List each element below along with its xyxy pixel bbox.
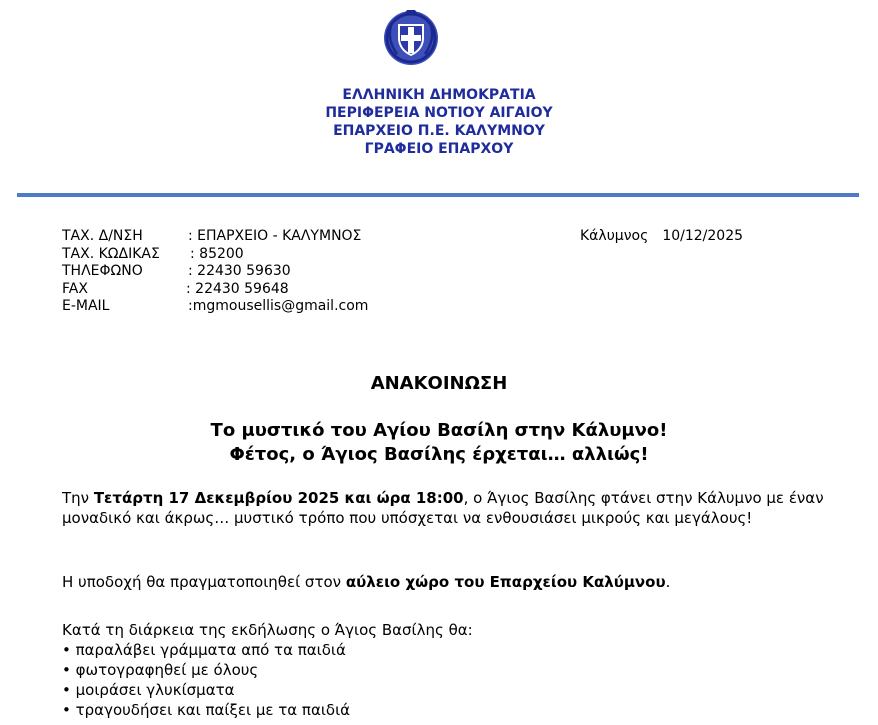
contact-label: ΤΑΧ. ΚΩΔΙΚΑΣ xyxy=(62,245,160,262)
header-line-4: ΓΡΑΦΕΙΟ ΕΠΑΡΧΟΥ xyxy=(364,141,514,157)
paragraph-venue xyxy=(62,572,842,592)
list-item: • παραλάβει γράμματα από τα παιδιά xyxy=(62,640,842,660)
text: , ο Άγιος Βασίλης φτάνει στην Κάλυμνο με έναν μοναδικό και άκρως… μυστικό τρόπο που υπόσχεται να ενθουσιάσει μικρούς και μεγάλους! xyxy=(62,489,824,527)
activities-list xyxy=(62,640,842,720)
contact-value: : 85200 xyxy=(190,245,244,262)
contact-email: :mgmousellis@gmail.com xyxy=(188,298,369,314)
paragraph-activities xyxy=(62,620,842,720)
contact-label: ΤΗΛΕΦΩΝΟ xyxy=(62,263,143,279)
header-line-3: ΕΠΑΡΧΕΙΟ Π.Ε. ΚΑΛΥΜΝΟΥ xyxy=(333,123,545,139)
list-item: • μοιράσει γλυκίσματα xyxy=(62,680,842,700)
greek-coat-of-arms-icon xyxy=(383,6,439,66)
contact-label: E-MAIL xyxy=(62,298,110,314)
activities-intro: Κατά τη διάρκεια της εκδήλωσης ο Άγιος Βασίλης θα: xyxy=(62,621,473,639)
subtitle-line-1: Το μυστικό του Αγίου Βασίλη στην Κάλυμνο! xyxy=(210,420,668,441)
contact-label: ΤΑΧ. Δ/ΝΣΗ xyxy=(62,228,143,244)
list-item: • φωτογραφηθεί με όλους xyxy=(62,660,842,680)
contact-value: : ΕΠΑΡΧΕΙΟ - ΚΑΛΥΜΝΟΣ xyxy=(188,228,362,244)
header-line-1: ΕΛΛΗΝΙΚΗ ΔΗΜΟΚΡΑΤΙΑ xyxy=(342,87,536,103)
contact-value: : 22430 59630 xyxy=(188,263,291,279)
header-line-2: ΠΕΡΙΦΕΡΕΙΑ ΝΟΤΙΟΥ ΑΙΓΑΙΟΥ xyxy=(325,105,553,121)
venue-name: αύλειο χώρο του Επαρχείου Καλύμνου xyxy=(345,573,666,591)
document-date xyxy=(580,228,743,244)
date-value: 10/12/2025 xyxy=(662,228,744,244)
date-place: Κάλυμνος xyxy=(580,228,649,244)
list-item: • τραγουδήσει και παίξει με τα παιδιά xyxy=(62,700,842,720)
contact-value: : 22430 59648 xyxy=(186,280,289,297)
text: Την xyxy=(62,489,94,507)
text: . xyxy=(665,573,671,591)
event-datetime: Τετάρτη 17 Δεκεμβρίου 2025 και ώρα 18:00 xyxy=(93,489,464,507)
document-title: ΑΝΑΚΟΙΝΩΣΗ xyxy=(370,373,508,394)
contact-label: FAX xyxy=(62,280,88,297)
header-divider xyxy=(17,193,859,197)
text: Η υποδοχή θα πραγματοποιηθεί στον xyxy=(62,573,346,591)
issuer-header xyxy=(0,86,878,158)
subtitle-line-2: Φέτος, ο Άγιος Βασίλης έρχεται… αλλιώς! xyxy=(229,444,649,465)
document-subtitle xyxy=(0,419,878,467)
paragraph-event-time xyxy=(62,488,842,528)
